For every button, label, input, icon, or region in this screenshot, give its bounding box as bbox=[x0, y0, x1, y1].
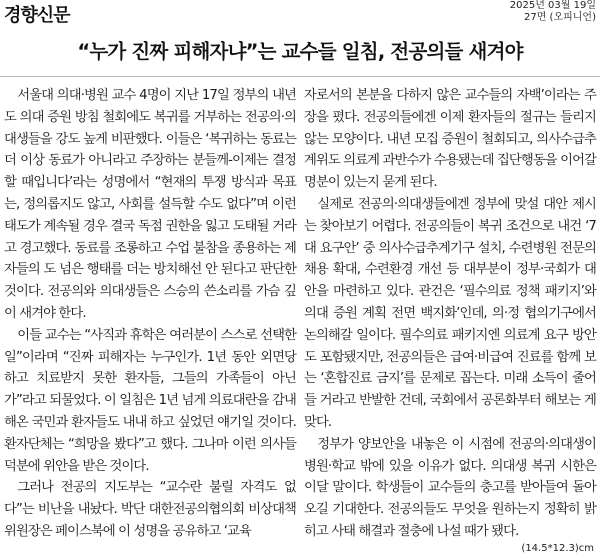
article-paragraph: 실제로 전공의·의대생들에겐 정부에 맞설 대안 제시는 찾아보기 어렵다. 전공의들이 복귀 조건으로 내건 ‘7대 요구안’ 중 의사수급추계기구 설치, 수련병원 전문의 채용 확대, 수련환경 개선 등 대부분이 정부·국회가 대안을 마련하고 있다. 관건은 ‘필수의료 정책 패키지’와 의대 증원 계획 전면 백지화’인데, 의·정 협의기구에서 논의해갈 일이다. 필수의료 패키지엔 의료계 요구 방안도 포함됐지만, 전공의들은 급여·비급여 진료를 함께 보는 ‘혼합진료 금지’를 문제로 꼽는다. 미래 소득이 줄어들 거라고 반발한 건데, 국회에서 공론화부터 해보는 게 맞다. bbox=[304, 196, 596, 430]
article-headline: “누가 진짜 피해자냐”는 교수들 일침, 전공의들 새겨야 bbox=[77, 40, 523, 63]
publication-date: 2025년 03월 19일 bbox=[509, 0, 596, 11]
article-paragraph: 정부가 양보안을 내놓은 이 시점에 전공의·의대생이 병원·학교 밖에 있을 이유가 없다. 의대생 복귀 시한은 이달 말이다. 학생들이 교수들의 충고를 받아들여 돌아오길 기대한다. 전공의들도 무엇을 원하는지 정확히 밝히고 사태 해결과 절충에 나설 때가 됐다. bbox=[304, 436, 596, 539]
publication-meta bbox=[510, 0, 596, 24]
page-section: 27면 (오피니언) bbox=[523, 12, 596, 23]
newspaper-masthead: 경향신문 bbox=[4, 5, 70, 26]
article-column-left bbox=[4, 85, 296, 543]
article-paragraph: 이들 교수는 “사직과 휴학은 여러분이 스스로 선택한 일”이라며 “진짜 피해자는 누구인가. 1년 동안 외면당하고 치료받지 못한 환자들, 그들의 가족들이 아닌가”라고 되물었다. 이 일침은 1년 넘게 의료대란을 감내해온 국민과 환자들도 내내 하고 싶었던 얘기일 것이다. 환자단체는 “희망을 봤다”고 했다. 그나마 이런 의사들 덕분에 위안을 받은 것이다. bbox=[4, 327, 296, 474]
article-paragraph: 자로서의 본분을 다하지 않은 교수들의 자백’이라는 주장을 폈다. 전공의들에겐 이제 환자들의 절규는 들리지 않는 모양이다. 내년 모집 증원이 철회되고, 의사수급추계위도 의료계 과반수가 수용됐는데 집단행동을 이어갈 명분이 있는지 묻게 된다. bbox=[304, 88, 596, 191]
headline-divider bbox=[0, 76, 600, 77]
clipping-size-note: (14.5*12.3)cm bbox=[521, 543, 594, 554]
article-paragraph: 서울대 의대·병원 교수 4명이 지난 17일 정부의 내년도 의대 증원 방침 철회에도 복귀를 거부하는 전공의·의대생들을 강도 높게 비판했다. 이들은 ‘복귀하는 동료는 더 이상 동료가 아니라고 주장하는 분들께-이제는 결정할 때입니다’라는 성명에서 “현재의 투쟁 방식과 목표는, 정의롭지도 않고, 사회를 설득할 수도 없다”며 이런 태도가 계속될 경우 결국 독점 권한을 잃고 도태될 거라고 경고했다. 동료를 조롱하고 수업 불참을 종용하는 제자들의 도 넘은 행태를 더는 방치해선 안 된다고 판단한 것이다. 전공의와 의대생들은 스승의 쓴소리를 가슴 깊이 새겨야 한다. bbox=[4, 88, 296, 321]
article-paragraph: 그러나 전공의 지도부는 “교수란 불릴 자격도 없다”는 비난을 내놨다. 박단 대한전공의협의회 비상대책위원장은 페이스북에 이 성명을 공유하고 ‘교육 bbox=[4, 480, 296, 539]
article-column-right bbox=[304, 85, 596, 543]
